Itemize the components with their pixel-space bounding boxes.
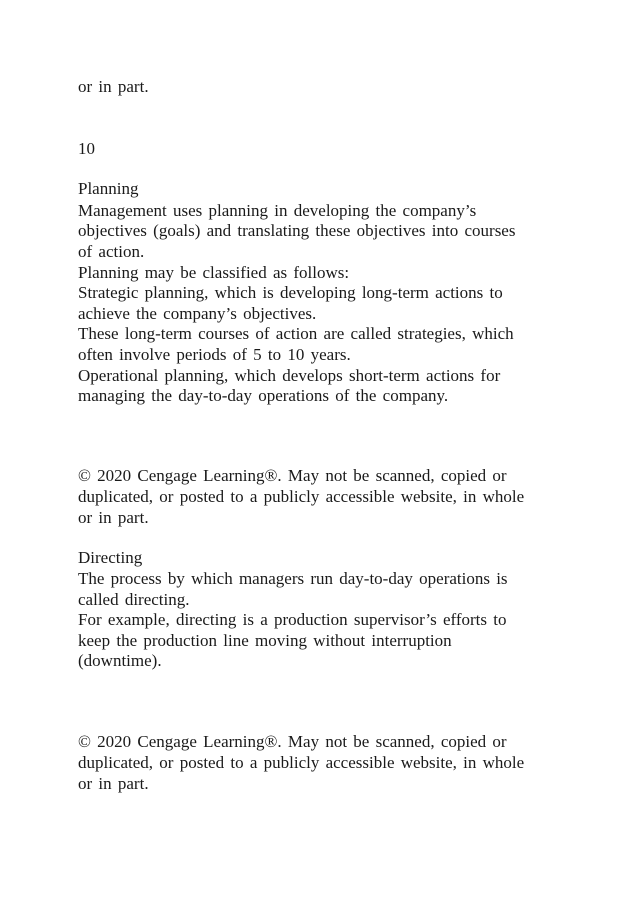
text-line: managing the day-to-day operations of the company. [78, 386, 449, 405]
copyright-notice: or in part. [78, 508, 149, 527]
text-line: keep the production line moving without interruption [78, 631, 452, 650]
text-line: Strategic planning, which is developing long-term actions to [78, 283, 503, 302]
copyright-notice: © 2020 Cengage Learning®. May not be scanned, copied or [78, 466, 507, 485]
text-line: or in part. [78, 77, 149, 96]
copyright-notice: © 2020 Cengage Learning®. May not be scanned, copied or [78, 732, 507, 751]
page-number: 10 [78, 139, 95, 158]
text-line: achieve the company’s objectives. [78, 304, 317, 323]
section-heading-directing: Directing [78, 548, 143, 567]
text-line: of action. [78, 242, 145, 261]
text-line: (downtime). [78, 651, 162, 670]
text-line: Operational planning, which develops short-term actions for [78, 366, 501, 385]
text-line: called directing. [78, 590, 190, 609]
text-line: Management uses planning in developing the company’s [78, 201, 477, 220]
text-line: The process by which managers run day-to-day operations is [78, 569, 508, 588]
copyright-notice: or in part. [78, 774, 149, 793]
text-line: For example, directing is a production supervisor’s efforts to [78, 610, 507, 629]
copyright-notice: duplicated, or posted to a publicly accessible website, in whole [78, 753, 525, 772]
text-line: These long-term courses of action are called strategies, which [78, 324, 514, 343]
text-line: Planning may be classified as follows: [78, 263, 350, 282]
text-line: often involve periods of 5 to 10 years. [78, 345, 351, 364]
section-heading-planning: Planning [78, 179, 139, 198]
text-line: objectives (goals) and translating these objectives into courses [78, 221, 516, 240]
copyright-notice: duplicated, or posted to a publicly accessible website, in whole [78, 487, 525, 506]
